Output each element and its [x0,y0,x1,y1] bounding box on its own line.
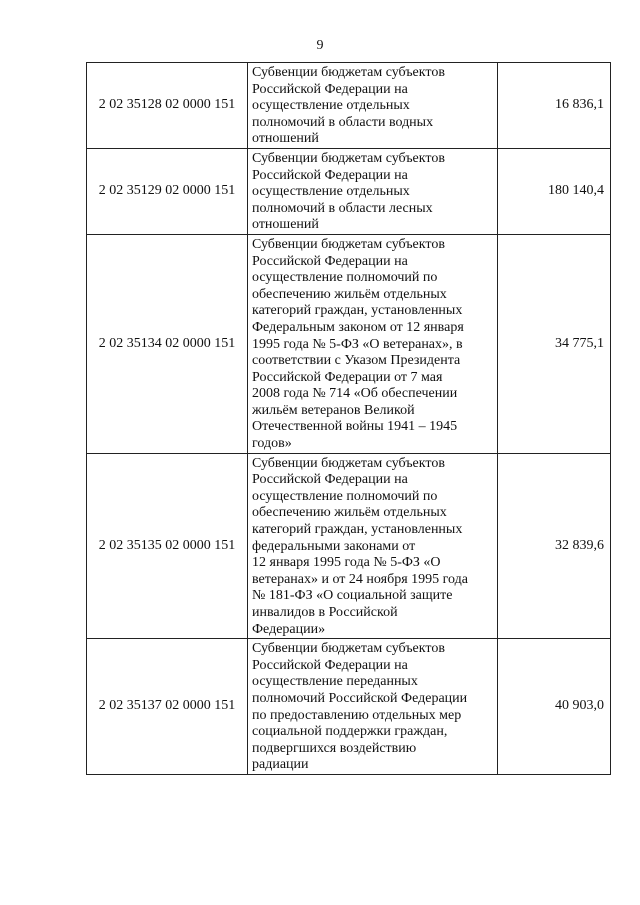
amount-cell: 16 836,1 [498,63,611,149]
table-row [87,453,611,639]
budget-code-cell: 2 02 35129 02 0000 151 [87,148,248,234]
budget-code-cell: 2 02 35128 02 0000 151 [87,63,248,149]
description-line: социальной поддержки граждан, [252,724,448,740]
description-line: по предоставлению отдельных мер [252,707,462,723]
budget-code-cell: 2 02 35134 02 0000 151 [87,234,248,453]
description-line: Субвенции бюджетам субъектов [252,455,445,471]
description-line: осуществление переданных [252,674,418,690]
description-line: Отечественной войны 1941 – 1945 [252,419,458,435]
description-cell [248,453,498,639]
description-cell [248,639,498,775]
description-line: обеспечению жильём отдельных [252,286,447,302]
description-line: № 181-ФЗ «О социальной защите [252,588,453,604]
description-line: полномочий в области лесных [252,200,433,216]
description-line: обеспечению жильём отдельных [252,505,447,521]
table-row [87,639,611,775]
description-line: полномочий Российской Федерации [252,690,468,706]
description-line: Российской Федерации на [252,472,408,488]
description-line: Российской Федерации на [252,657,408,673]
description-line: ветеранах» и от 24 ноября 1995 года [252,571,468,587]
description-line: Российской Федерации на [252,81,408,97]
amount-cell: 180 140,4 [498,148,611,234]
amount-cell: 40 903,0 [498,639,611,775]
page-number: 9 [316,38,324,53]
budget-table [86,62,611,775]
description-line: 1995 года № 5-ФЗ «О ветеранах», в [252,336,463,352]
description-line: Российской Федерации от 7 мая [252,369,443,385]
description-line: осуществление отдельных [252,184,410,200]
amount-cell: 34 775,1 [498,234,611,453]
description-line: Федерации» [252,621,326,637]
description-cell [248,63,498,149]
description-line: отношений [252,217,319,233]
amount-cell: 32 839,6 [498,453,611,639]
description-line: годов» [252,436,292,452]
description-line: полномочий в области водных [252,114,434,130]
description-line: 2008 года № 714 «Об обеспечении [252,386,458,402]
description-line: Субвенции бюджетам субъектов [252,236,445,252]
table-row [87,234,611,453]
description-line: подвергшихся воздействию [252,740,417,756]
table-row [87,63,611,149]
description-line: радиации [252,757,309,773]
description-cell [248,148,498,234]
description-line: Субвенции бюджетам субъектов [252,65,445,80]
description-line: Субвенции бюджетам субъектов [252,641,445,657]
description-line: соответствии с Указом Президента [252,353,461,369]
description-line: категорий граждан, установленных [252,522,463,538]
description-line: инвалидов в Российской [252,605,398,620]
table-body [87,63,611,775]
description-cell [248,234,498,453]
description-line: Федеральным законом от 12 января [252,319,464,335]
description-line: жильём ветеранов Великой [252,402,415,418]
description-line: федеральными законами от [252,538,416,554]
description-line: Субвенции бюджетам субъектов [252,150,445,166]
description-line: отношений [252,131,319,147]
budget-code-cell: 2 02 35137 02 0000 151 [87,639,248,775]
description-line: Российской Федерации на [252,253,408,269]
description-line: 12 января 1995 года № 5-ФЗ «О [252,555,441,571]
description-line: категорий граждан, установленных [252,303,463,319]
budget-code-cell: 2 02 35135 02 0000 151 [87,453,248,639]
description-line: Российской Федерации на [252,167,408,183]
description-line: осуществление полномочий по [252,488,438,504]
table-row [87,148,611,234]
description-line: осуществление полномочий по [252,270,438,286]
description-line: осуществление отдельных [252,98,410,114]
